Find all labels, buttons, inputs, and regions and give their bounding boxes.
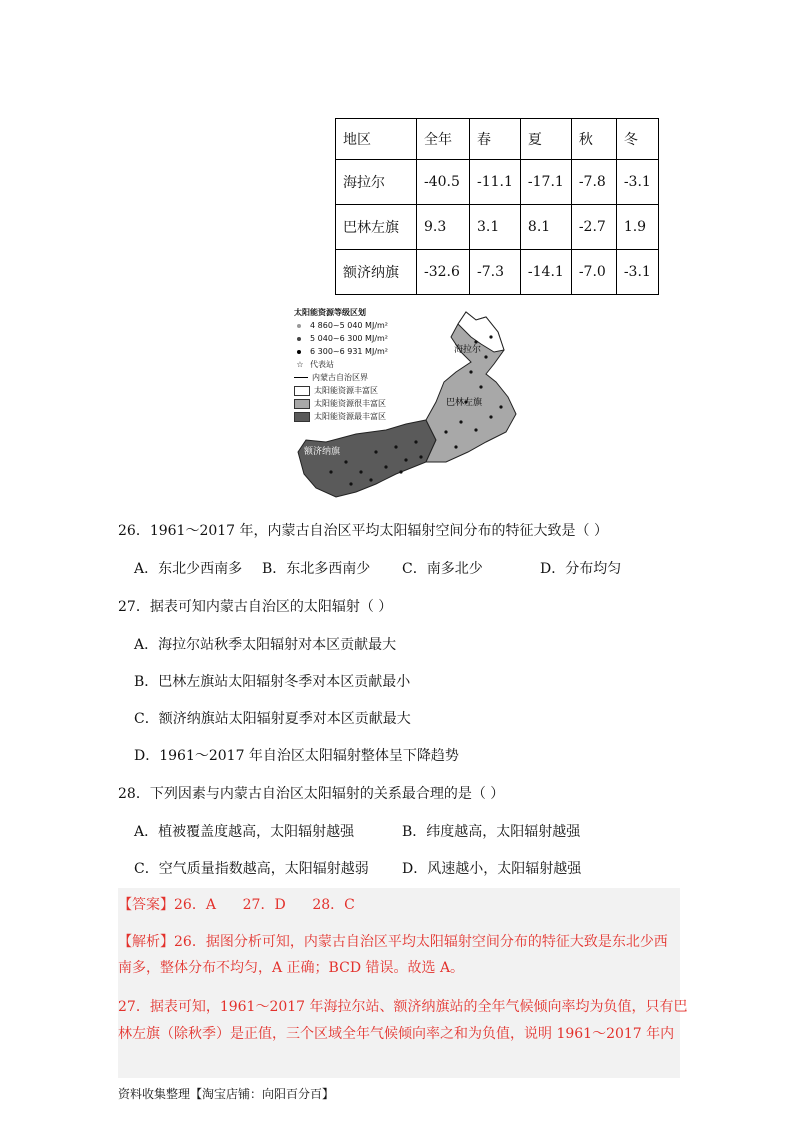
table-row — [336, 160, 659, 205]
q27-option-d: D．1961～2017 年自治区太阳辐射整体呈下降趋势 — [134, 748, 459, 764]
map-label-ejina: 额济纳旗 — [304, 447, 341, 457]
legend-item: 太阳能资源丰富区 — [294, 384, 388, 397]
q26-option-b: B．东北多西南少 — [262, 561, 371, 577]
star-icon: ☆ — [296, 360, 304, 369]
legend-item: 内蒙古自治区界 — [294, 371, 388, 384]
solar-resource-map — [286, 302, 526, 502]
q27-option-c: C．额济纳旗站太阳辐射夏季对本区贡献最大 — [134, 711, 411, 727]
table-cell: 1.9 — [616, 205, 658, 250]
q28-option-b: B．纬度越高，太阳辐射越强 — [402, 824, 581, 840]
answer-text: 26．A 27．D 28．C — [174, 897, 355, 913]
table-cell: -40.5 — [417, 160, 470, 205]
table-cell: 额济纳旗 — [336, 250, 417, 295]
legend-item: 6 300~6 931 MJ/m² — [294, 345, 388, 358]
table-header-cell: 地区 — [336, 119, 417, 160]
table-cell: -3.1 — [616, 250, 658, 295]
analysis-line-3: 27．据表可知，1961～2017 年海拉尔站、额济纳旗站的全年气候倾向率均为负值，只有巴 — [118, 999, 688, 1015]
table-cell: -3.1 — [616, 160, 658, 205]
question-26-stem: 26．1961～2017 年，内蒙古自治区平均太阳辐射空间分布的特征大致是（ ） — [118, 523, 608, 539]
climate-trend-table — [335, 118, 659, 295]
q28-option-a: A．植被覆盖度越高，太阳辐射越强 — [134, 824, 355, 840]
table-header-cell: 夏 — [520, 119, 571, 160]
table-header-cell: 全年 — [417, 119, 470, 160]
table-cell: 8.1 — [520, 205, 571, 250]
analysis-line-1: 【解析】26．据图分析可知，内蒙古自治区平均太阳辐射空间分布的特征大致是东北少西 — [118, 934, 668, 950]
table-cell: -32.6 — [417, 250, 470, 295]
q26-option-c: C．南多北少 — [402, 561, 483, 577]
q28-option-d: D．风速越小，太阳辐射越强 — [402, 861, 582, 877]
legend-item: 4 860~5 040 MJ/m² — [294, 319, 388, 332]
q27-option-b: B．巴林左旗站太阳辐射冬季对本区贡献最小 — [134, 674, 411, 690]
map-legend — [294, 306, 388, 423]
q27-option-a: A．海拉尔站秋季太阳辐射对本区贡献最大 — [134, 637, 397, 653]
map-label-hailar: 海拉尔 — [454, 345, 482, 355]
table-cell: -11.1 — [470, 160, 521, 205]
analysis-line-2: 南多，整体分布不均匀，A 正确；BCD 错误。故选 A。 — [118, 960, 465, 976]
table-cell: -7.8 — [571, 160, 616, 205]
table-cell: 3.1 — [470, 205, 521, 250]
table-cell: 海拉尔 — [336, 160, 417, 205]
legend-item: 5 040~6 300 MJ/m² — [294, 332, 388, 345]
q26-option-d: D．分布均匀 — [540, 561, 622, 577]
table-cell: -2.7 — [571, 205, 616, 250]
map-label-balinzuoqi: 巴林左旗 — [446, 398, 483, 408]
q28-option-c: C．空气质量指数越高，太阳辐射越弱 — [134, 861, 369, 877]
table-cell: -14.1 — [520, 250, 571, 295]
legend-item: 太阳能资源最丰富区 — [294, 410, 388, 423]
answer-panel — [118, 888, 680, 1078]
table-row — [336, 250, 659, 295]
legend-item: 太阳能资源很丰富区 — [294, 397, 388, 410]
table-cell: -17.1 — [520, 160, 571, 205]
page-footer: 资料收集整理【淘宝店铺：向阳百分百】 — [118, 1087, 335, 1101]
table-cell: 巴林左旗 — [336, 205, 417, 250]
table-cell: -7.0 — [571, 250, 616, 295]
table-row — [336, 205, 659, 250]
question-28-stem: 28．下列因素与内蒙古自治区太阳辐射的关系最合理的是（ ） — [118, 786, 505, 802]
analysis-label: 【解析】 — [118, 934, 174, 950]
answer-label: 【答案】 — [118, 897, 174, 913]
answer-line — [118, 894, 355, 914]
table-header-cell: 春 — [470, 119, 521, 160]
analysis-line-4: 林左旗（除秋季）是正值，三个区域全年气候倾向率之和为负值，说明 1961～2017 年内 — [118, 1026, 675, 1042]
table-header-row — [336, 119, 659, 160]
q26-option-a: A．东北少西南多 — [134, 561, 243, 577]
table-cell: 9.3 — [417, 205, 470, 250]
table-cell: -7.3 — [470, 250, 521, 295]
legend-item: ☆ 代表站 — [294, 358, 388, 371]
table-header-cell: 秋 — [571, 119, 616, 160]
legend-title: 太阳能资源等级区划 — [294, 308, 366, 317]
table-header-cell: 冬 — [616, 119, 658, 160]
question-27-stem: 27．据表可知内蒙古自治区的太阳辐射（ ） — [118, 599, 393, 615]
